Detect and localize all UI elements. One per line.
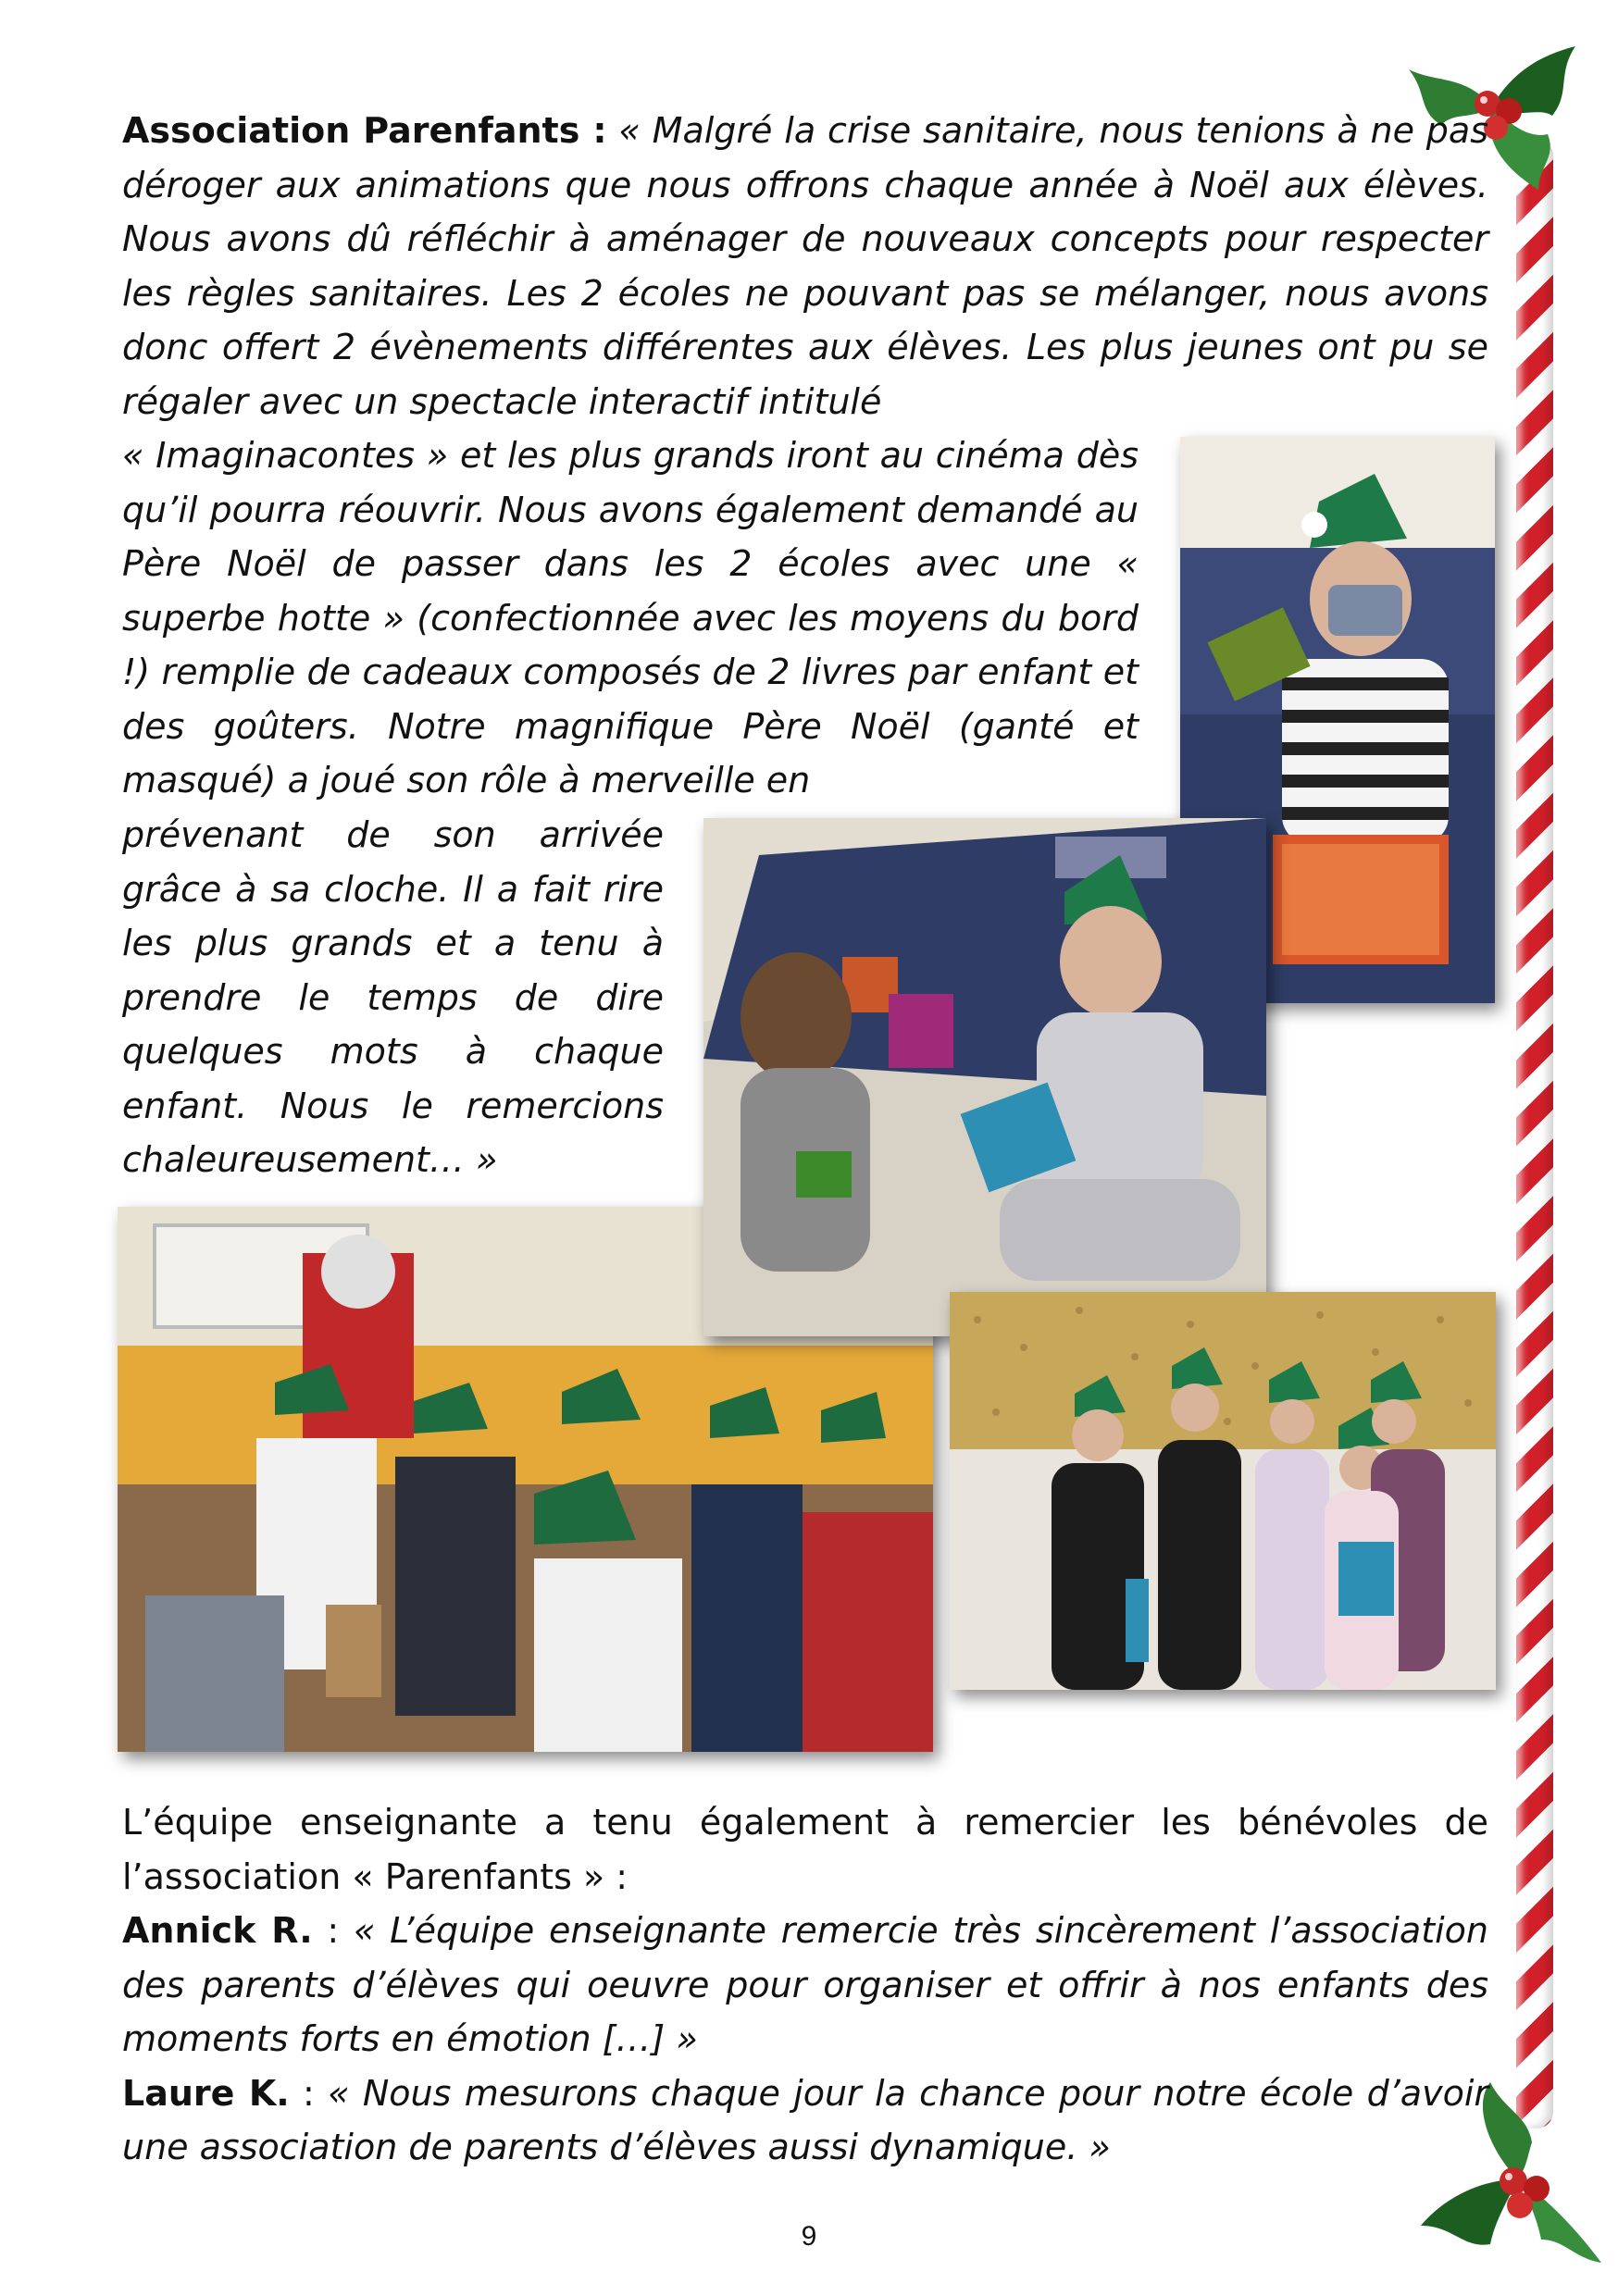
quote-text-col2: prévenant de son arrivée grâce à sa cloche. Il a fait rire les plus grands et a tenu à prendre le temps de dire quelques mots à chaque enfant. Nous le remercions chaleureusement… » xyxy=(122,814,664,1180)
association-label: Association Parenfants : xyxy=(122,110,607,151)
outro-section xyxy=(122,1795,1488,2175)
quote-separator: : xyxy=(289,2072,329,2114)
quote-name: Annick R. xyxy=(122,1910,313,1951)
quote-laure xyxy=(122,2066,1488,2175)
quote-text-col1: « Imaginacontes » et les plus grands iront au cinéma dès qu’il pourra réouvrir. Nous avons également demandé au Père Noël de passer dans les 2 écoles avec une « superbe hotte » (confectionnée avec les moyens du bord !) remplie de cadeaux composés de 2 livres par enfant et des goûters. Notre magnifique Père Noël (ganté et masqué) a joué son rôle à merveille en xyxy=(122,435,1139,800)
quote-annick xyxy=(122,1904,1488,2066)
intro-paragraph xyxy=(122,104,1488,428)
intro-quote: « Malgré la crise sanitaire, nous tenions à ne pas déroger aux animations que nous offrons chaque année à Noël aux élèves. Nous avons dû réfléchir à aménager de nouveaux concepts pour respecter les règles sanitaires. Les 2 écoles ne pouvant pas se mélanger, nous avons donc offert 2 évènements différentes aux élèves. Les plus jeunes ont pu se régaler avec un spectacle interactif intitulé xyxy=(122,110,1488,422)
quote-continuation-1 xyxy=(122,428,1139,808)
quote-name: Laure K. xyxy=(122,2072,290,2114)
quote-separator: : xyxy=(312,1910,354,1951)
page-number: 9 xyxy=(801,2221,817,2252)
quote-text: « L’équipe enseignante remercie très sincèrement l’association des parents d’élèves qui oeuvre pour organiser et offrir à nos enfants des moments forts en émotion […] » xyxy=(122,1910,1488,2059)
outro-intro-text: L’équipe enseignante a tenu également à remercier les bénévoles de l’association « Parenfants » : xyxy=(122,1802,1488,1897)
photo-kids-on-floor xyxy=(703,818,1266,1336)
candy-cane-border xyxy=(1516,139,1553,2128)
photo-kids-posing xyxy=(950,1292,1496,1690)
quote-continuation-2 xyxy=(122,808,664,1187)
quote-text: « Nous mesurons chaque jour la chance pour notre école d’avoir une association de parents d’élèves aussi dynamique. » xyxy=(122,2072,1488,2167)
